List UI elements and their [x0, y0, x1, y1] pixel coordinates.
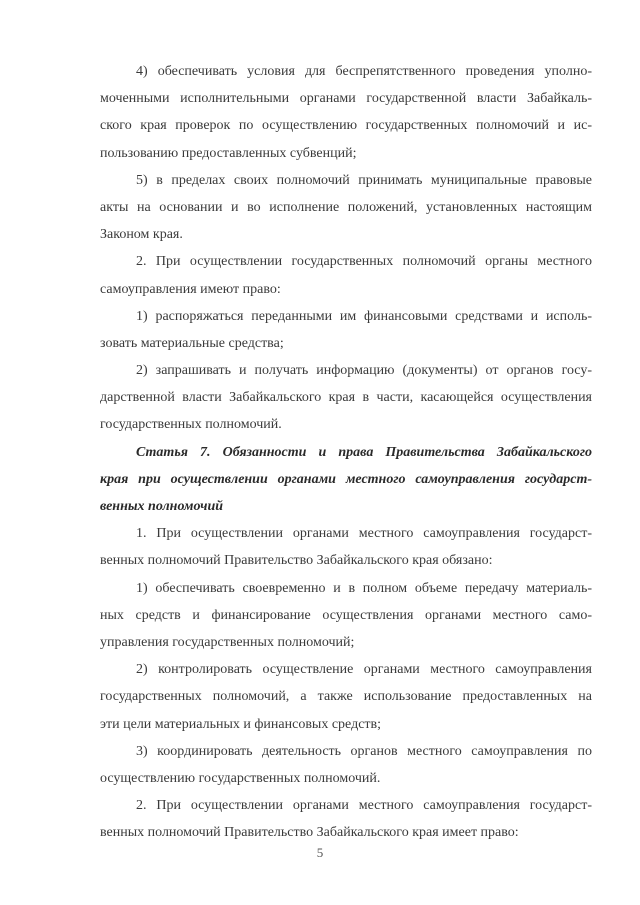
- text-line: дарственной власти Забайкальского края в части, касающейся осуществления: [100, 390, 592, 406]
- heading-line: венных полномочий: [100, 499, 224, 514]
- text-line: 4) обеспечивать условия для беспрепятственного проведения уполно-: [136, 64, 592, 79]
- text-line: 2) контролировать осуществление органами местного самоуправления: [136, 662, 592, 678]
- paragraph-item-4-obligations: [100, 58, 592, 167]
- text-line: зовать материальные средства;: [100, 335, 284, 351]
- paragraph-government-rights-intro: [100, 792, 592, 846]
- text-line: государственных полномочий.: [100, 417, 282, 433]
- text-line: 2. При осуществлении органами местного самоуправления государст-: [136, 798, 592, 814]
- paragraph-government-duty-3: [100, 738, 592, 792]
- heading-line: края при осуществлении органами местного самоуправления государст-: [100, 471, 592, 487]
- text-line: самоуправления имеют право:: [100, 281, 281, 297]
- text-line: 3) координировать деятельность органов местного самоуправления по: [136, 743, 592, 759]
- text-line: пользованию предоставленных субвенций;: [100, 145, 357, 161]
- paragraph-rights-item-2: [100, 357, 592, 439]
- text-line: управления государственных полномочий;: [100, 634, 355, 650]
- text-line: 2) запрашивать и получать информацию (документы) от органов госу-: [136, 363, 592, 379]
- paragraph-government-duties-intro: [100, 520, 592, 574]
- heading-line: Статья 7. Обязанности и права Правительства Забайкальского: [136, 444, 592, 460]
- text-line: 1) распоряжаться переданными им финансовыми средствами и исполь-: [136, 308, 592, 324]
- text-line: 1. При осуществлении органами местного самоуправления государст-: [136, 526, 592, 542]
- text-line: государственных полномочий, а также использование предоставленных на: [100, 689, 592, 705]
- text-line: моченными исполнительными органами государственной власти Забайкаль-: [100, 91, 592, 107]
- paragraph-government-duty-1: [100, 575, 592, 657]
- paragraph-government-duty-2: [100, 656, 592, 738]
- text-line: ных средств и финансирование осуществления органами местного само-: [100, 607, 592, 623]
- page-number: 5: [316, 845, 324, 860]
- text-line: эти цели материальных и финансовых средств;: [100, 716, 382, 732]
- text-line: венных полномочий Правительство Забайкальского края имеет право:: [100, 825, 519, 841]
- text-line: 1) обеспечивать своевременно и в полном объеме передачу материаль-: [136, 580, 592, 596]
- text-line: 5) в пределах своих полномочий принимать муниципальные правовые: [136, 172, 592, 188]
- text-line: 2. При осуществлении государственных полномочий органы местного: [136, 254, 592, 270]
- document-body: [100, 58, 592, 846]
- paragraph-rights-intro: [100, 248, 592, 302]
- article-7-heading: [100, 439, 592, 521]
- text-line: ского края проверок по осуществлению государственных полномочий и ис-: [100, 118, 592, 134]
- text-line: венных полномочий Правительство Забайкальского края обязано:: [100, 553, 493, 569]
- paragraph-rights-item-1: [100, 303, 592, 357]
- text-line: акты на основании и во исполнение положений, установленных настоящим: [100, 199, 592, 215]
- text-line: Законом края.: [100, 227, 183, 243]
- text-line: осуществлению государственных полномочий.: [100, 770, 381, 786]
- paragraph-item-5-obligations: [100, 167, 592, 249]
